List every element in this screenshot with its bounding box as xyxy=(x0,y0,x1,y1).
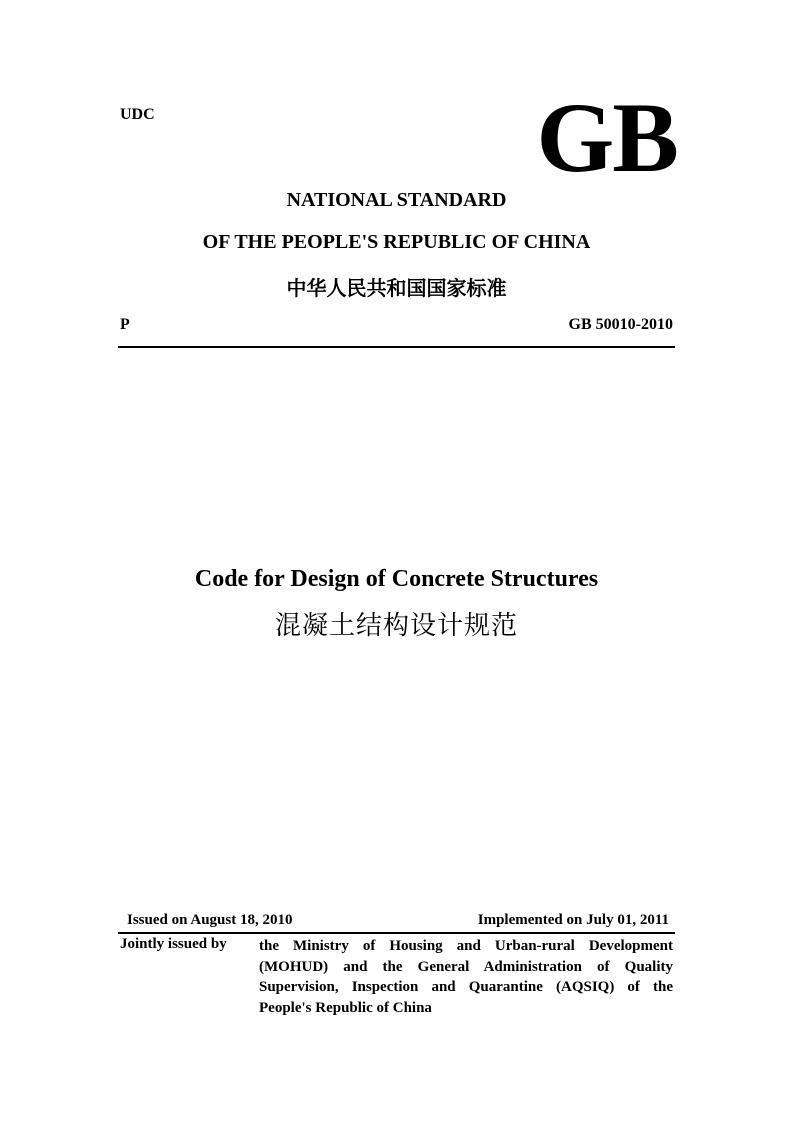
header-rule xyxy=(118,346,675,348)
udc-label: UDC xyxy=(120,106,155,123)
classification-code: P xyxy=(120,316,130,333)
issued-date: Issued on August 18, 2010 xyxy=(127,912,293,928)
footer-rule xyxy=(118,932,675,934)
issuing-authorities-line: Supervision, Inspection and Quarantine (AQSIQ) of the xyxy=(259,979,673,995)
jointly-issued-label: Jointly issued by xyxy=(120,936,227,952)
issuing-authorities-line: (MOHUD) and the General Administration of Quality xyxy=(259,958,673,975)
implemented-date: Implemented on July 01, 2011 xyxy=(477,912,669,928)
national-standard-line1: NATIONAL STANDARD xyxy=(286,189,507,211)
issuing-authorities xyxy=(259,936,673,1018)
gb-mark: GB xyxy=(536,82,677,193)
national-standard-zh: 中华人民共和国国家标准 xyxy=(286,276,507,300)
issuing-authorities-line: the Ministry of Housing and Urban-rural Development xyxy=(259,938,673,954)
national-standard-line2: OF THE PEOPLE'S REPUBLIC OF CHINA xyxy=(202,231,591,253)
document-title-zh: 混凝土结构设计规范 xyxy=(274,611,518,641)
issuing-authorities-line: People's Republic of China xyxy=(259,999,432,1016)
standard-number: GB 50010-2010 xyxy=(568,316,673,333)
document-title-en: Code for Design of Concrete Structures xyxy=(194,566,599,592)
